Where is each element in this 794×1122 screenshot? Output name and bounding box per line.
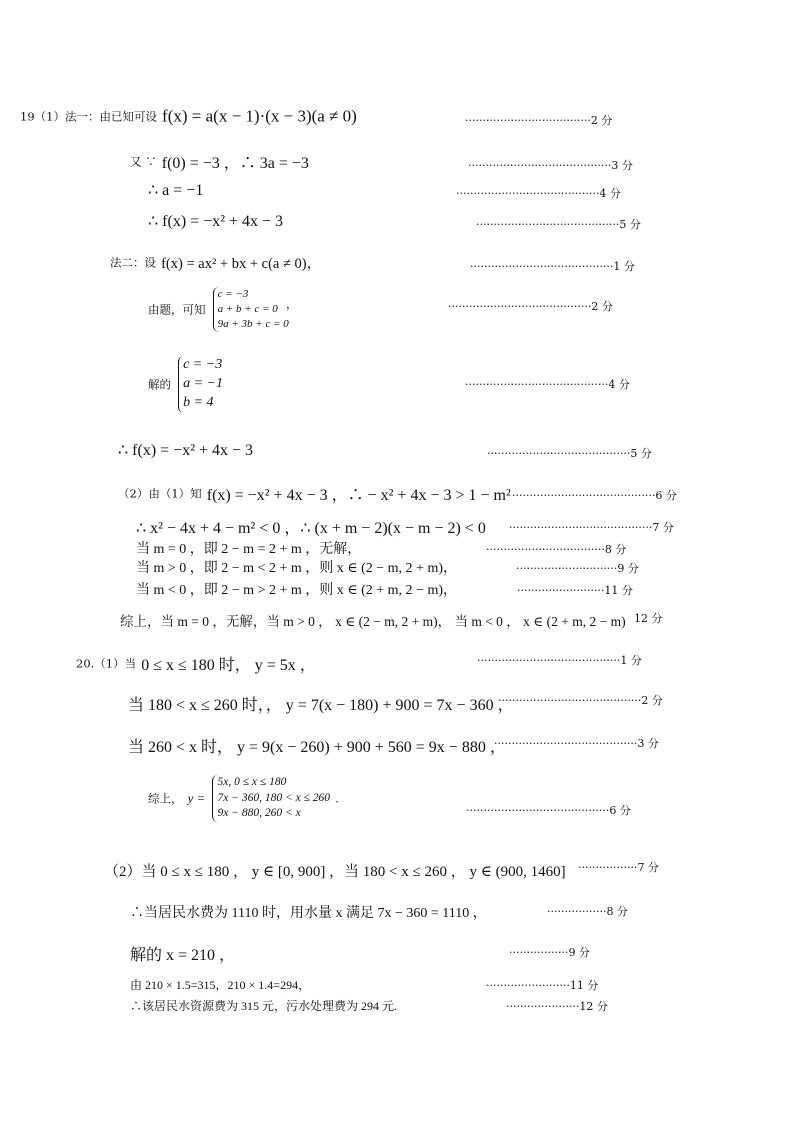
- score-mark: ·········································6 分: [466, 804, 631, 817]
- case-m-positive: 当 m > 0 ，即 2 − m < 2 + m ，则 x ∈ (2 − m, 2 + m)，: [136, 561, 458, 576]
- score-mark: ·························11 分: [517, 584, 633, 597]
- system-prefix: 由题，可知: [148, 302, 206, 317]
- equation-system: c = −3 a + b + c = 0 9a + 3b + c = 0: [213, 287, 289, 332]
- q20-part2-range: （2）当 0 ≤ x ≤ 180 ， y ∈ [0, 900] ，当 180 < x ≤ 260 ， y ∈ (900, 1460]: [104, 864, 566, 880]
- q19-method1-formula: f(x) = a(x − 1)·(x − 3)(a ≠ 0): [162, 106, 357, 126]
- score-mark: ·················8 分: [547, 905, 628, 918]
- inequality-line: ∴ x² − 4x + 4 − m² < 0 ，∴ (x + m − 2)(x − m − 2) < 0: [136, 520, 486, 537]
- q20-case3-formula: 当 260 < x 时， y = 9(x − 260) + 900 + 560 = 9x − 880 ，: [128, 739, 506, 756]
- score-mark: ·········································1 分: [470, 260, 635, 273]
- score-mark: ··································8 分: [486, 543, 627, 556]
- equation-system-line: [148, 287, 289, 332]
- q20-piecewise-line: [148, 775, 339, 822]
- result-formula-1: ∴ f(x) = −x² + 4x − 3: [148, 213, 284, 230]
- score-mark: ·················9 分: [509, 946, 590, 959]
- q20-water-usage: ∴当居民水费为 1110 时，用水量 x 满足 7x − 360 = 1110 ，: [130, 906, 487, 921]
- q20-solution: 解的 x = 210 ，: [130, 947, 236, 964]
- score-mark: ·········································5 分: [476, 218, 641, 231]
- given-prefix: 又 ∵: [130, 154, 157, 169]
- score-mark: ·········································2 分: [448, 300, 613, 313]
- piecewise-y: y =: [187, 790, 206, 806]
- method2-prefix: 法二：设: [110, 255, 156, 270]
- score-mark: ·····························9 分: [516, 562, 639, 575]
- q19-method1-line: [20, 106, 357, 127]
- part2-formula: f(x) = −x² + 4x − 3 ，∴ − x² + 4x − 3 > 1 − m²: [206, 487, 511, 504]
- q20-case2-formula: 当 180 < x ≤ 260 时，， y = 7(x − 180) + 900 = 7x − 360 ，: [128, 697, 514, 714]
- given-formula: f(0) = −3 ，∴ 3a = −3: [161, 155, 309, 172]
- piecewise-system: 5x, 0 ≤ x ≤ 180 7x − 360, 180 < x ≤ 260 9x − 880, 260 < x: [212, 775, 330, 822]
- system-suffix: ，: [286, 297, 298, 311]
- q19-part2-line: [118, 482, 511, 505]
- score-mark: ·········································5 分: [487, 447, 652, 460]
- score-mark: ·················7 分: [578, 861, 659, 874]
- case-m-negative: 当 m < 0 ，即 2 − m > 2 + m ，则 x ∈ (2 + m, 2 − m)，: [136, 583, 458, 598]
- score-mark: ·····················12 分: [506, 1000, 608, 1013]
- q19-header: 19（1）法一：由已知可设: [20, 109, 157, 124]
- score-mark: ·········································4 分: [456, 187, 621, 200]
- score-mark: ·········································4 分: [465, 378, 630, 391]
- score-mark: 12 分: [634, 612, 663, 625]
- score-mark: ····································2 分: [465, 114, 613, 127]
- score-mark: ·········································6 分: [512, 489, 677, 502]
- piecewise-prefix: 综上，: [148, 791, 183, 806]
- score-mark: ·········································7 分: [509, 521, 674, 534]
- solution-system-line: [148, 356, 223, 413]
- q19-given-line: [130, 150, 309, 173]
- q20-header: 20.（1）当: [76, 656, 137, 671]
- q20-case1-formula: 0 ≤ x ≤ 180 时， y = 5x ，: [141, 657, 316, 674]
- solution-prefix: 解的: [148, 377, 171, 392]
- solution-system: c = −3 a = −1 b = 4: [178, 356, 223, 413]
- score-mark: ·········································3 分: [468, 159, 633, 172]
- a-value-line: ∴ a = −1: [148, 182, 204, 199]
- q20-conclusion: ∴该居民水资源费为 315 元，污水处理费为 294 元.: [130, 999, 398, 1013]
- score-mark: ·········································3 分: [494, 737, 659, 750]
- score-mark: ························11 分: [486, 979, 599, 992]
- piecewise-suffix: .: [335, 791, 339, 806]
- summary-line: 综上，当 m = 0 ，无解，当 m > 0 ， x ∈ (2 − m, 2 + m)， 当 m < 0 ， x ∈ (2 + m, 2 − m): [120, 614, 626, 629]
- score-mark: ·········································1 分: [477, 654, 642, 667]
- q20-line1: [76, 652, 316, 675]
- q19-method2-line: [110, 252, 321, 273]
- result-formula-2: ∴ f(x) = −x² + 4x − 3: [118, 442, 254, 459]
- case-m-zero: 当 m = 0 ，即 2 − m = 2 + m ，无解，: [136, 542, 362, 557]
- part2-prefix: （2）由（1）知: [118, 486, 202, 501]
- method2-formula: f(x) = ax² + bx + c(a ≠ 0)，: [161, 256, 322, 272]
- score-mark: ·········································2 分: [498, 694, 663, 707]
- q20-calculation: 由 210 × 1.5=315，210 × 1.4=294，: [130, 978, 311, 992]
